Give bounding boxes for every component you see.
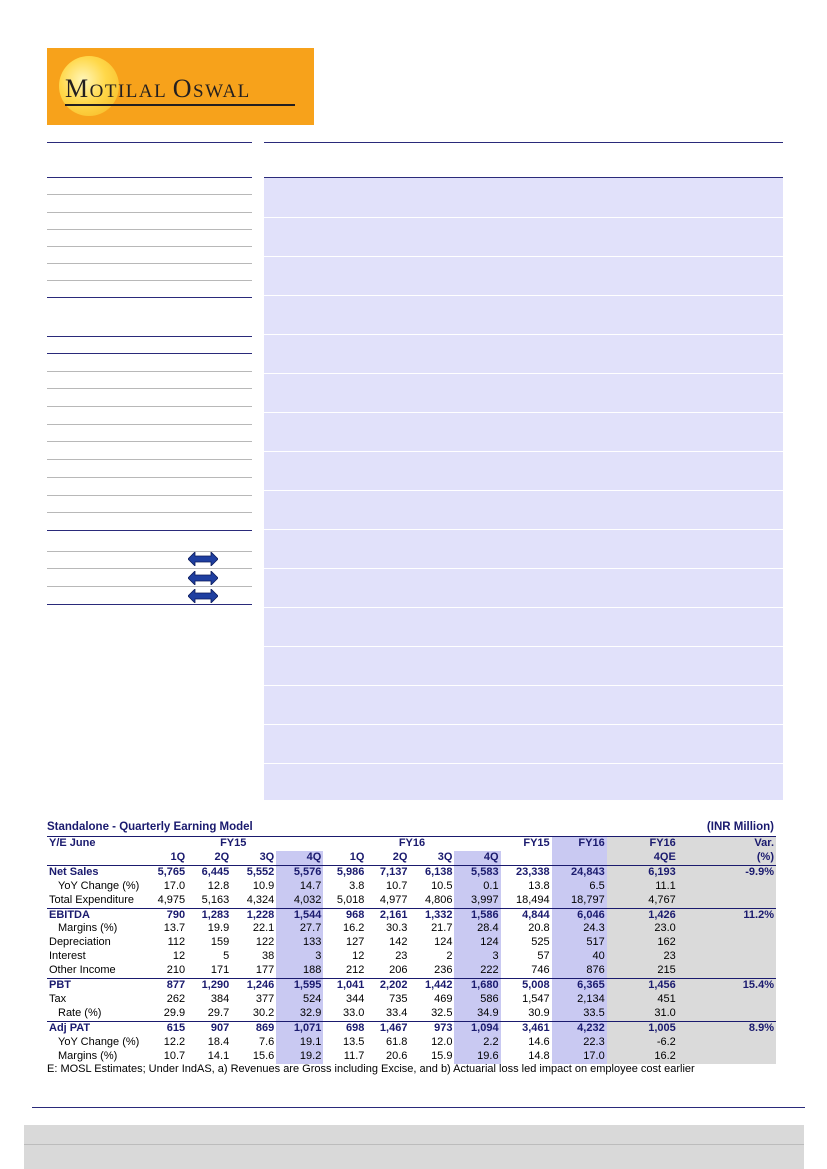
row-label: YoY Change (%) [58, 1035, 140, 1048]
table-cell: 171 [210, 964, 230, 977]
sidebar-rule [47, 530, 252, 531]
table-cell: 16.2 [607, 1050, 678, 1064]
table-cell: 19.1 [276, 1036, 323, 1050]
table-cell: 11.1 [607, 880, 678, 894]
table-cell: 15.6 [252, 1049, 275, 1062]
table-cell: 3 [454, 950, 500, 964]
table-cell: 23 [607, 950, 678, 964]
table-cell: 1,228 [231, 908, 276, 922]
header-fy16-quarter: FY16 [607, 837, 678, 851]
table-cell [678, 950, 776, 964]
logo-wordmark: MOTILAL OSWAL [65, 74, 251, 103]
table-cell: 1,586 [454, 908, 500, 922]
table-cell: 790 [143, 908, 187, 922]
header-4qe: 4QE [607, 851, 678, 865]
panel-divider [264, 685, 783, 686]
panel-divider [264, 451, 783, 452]
table-cell: 6,193 [607, 865, 678, 879]
table-row [47, 894, 776, 908]
table-cell: 23.0 [607, 922, 678, 936]
table-cell: 3 [276, 950, 323, 964]
table-cell: 162 [607, 936, 678, 950]
sidebar-rule [47, 477, 252, 478]
table-cell: 15.4% [678, 979, 776, 993]
table-cell: 1,290 [187, 979, 231, 993]
sidebar-rule [47, 424, 252, 425]
table-cell: 968 [323, 908, 366, 922]
header-label: Y/E June [47, 837, 143, 851]
table-title: Standalone - Quarterly Earning Model [47, 821, 253, 833]
table-cell: 746 [531, 964, 550, 977]
table-cell: 2 [446, 950, 453, 963]
table-cell: 5,765 [143, 865, 187, 879]
sidebar-rule [47, 568, 252, 569]
table-cell: 8.9% [678, 1021, 776, 1035]
panel-divider [264, 529, 783, 530]
table-row [47, 993, 776, 1007]
panel-divider [264, 334, 783, 335]
table-cell: 262 [166, 992, 186, 1005]
panel-divider [264, 490, 783, 491]
double-arrow-icon [188, 571, 218, 585]
table-cell: 16.2 [342, 922, 365, 935]
sidebar-rule [47, 495, 252, 496]
table-row [47, 936, 776, 950]
table-cell: 57 [537, 950, 550, 963]
sidebar-rule [47, 441, 252, 442]
table-cell: 5,008 [501, 979, 552, 993]
table-cell: 6,365 [552, 979, 607, 993]
table-cell: 22.3 [552, 1036, 607, 1050]
table-subheader-row [47, 851, 776, 865]
table-cell: 34.9 [454, 1007, 500, 1021]
table-row [47, 880, 776, 894]
sidebar-rule [47, 280, 252, 281]
table-cell: 13.8 [528, 879, 550, 892]
page-footer-divider [24, 1144, 804, 1145]
table-cell: 18,797 [552, 894, 607, 908]
panel-divider [264, 646, 783, 647]
table-cell: 38 [262, 950, 275, 963]
table-cell: 133 [276, 936, 323, 950]
table-cell: 127 [346, 936, 365, 949]
table-row [47, 1007, 776, 1021]
table-row [47, 1036, 776, 1050]
table-cell: 177 [255, 964, 275, 977]
table-cell: -6.2 [607, 1036, 678, 1050]
table-cell: 18,494 [515, 893, 550, 906]
quarter-header: 1Q [170, 850, 186, 863]
right-header-rule [264, 142, 783, 143]
table-cell: 869 [231, 1021, 276, 1035]
double-arrow-icon [188, 589, 218, 603]
table-cell: 4,032 [276, 894, 323, 908]
table-cell: 2,134 [552, 993, 607, 1007]
table-cell: 5,583 [454, 865, 500, 879]
table-cell: 11.7 [343, 1049, 365, 1062]
sidebar-rule [47, 177, 252, 178]
table-row [47, 865, 776, 879]
table-cell: 5 [223, 950, 230, 963]
table-cell: 10.7 [163, 1049, 186, 1062]
table-cell: 12.0 [431, 1035, 453, 1048]
table-cell: 6.5 [552, 880, 607, 894]
row-label: Margins (%) [58, 922, 118, 935]
table-row [47, 1050, 776, 1064]
table-cell: 907 [187, 1021, 231, 1035]
table-cell: 10.9 [252, 879, 275, 892]
table-cell: 877 [143, 979, 187, 993]
header-fy16-group: FY16 [323, 837, 500, 851]
table-cell: 1,005 [607, 1021, 678, 1035]
table-title-bar [47, 821, 774, 833]
table-footnote: E: MOSL Estimates; Under IndAS, a) Revenues are Gross including Excise, and b) Actuarial loss led impact on employee cost earlier [47, 1063, 695, 1075]
table-cell: 23,338 [501, 865, 552, 879]
table-cell: 4,232 [552, 1021, 607, 1035]
table-cell: 2,161 [366, 908, 409, 922]
table-cell: 517 [552, 936, 607, 950]
table-cell: 12.8 [207, 879, 230, 892]
sidebar-rule [47, 297, 252, 298]
table-cell: 29.9 [163, 1006, 186, 1019]
sidebar-rule [47, 388, 252, 389]
quarter-header: 3Q [259, 850, 275, 863]
table-cell: 32.5 [431, 1006, 453, 1019]
quarter-header: 1Q [349, 850, 365, 863]
table-cell: 222 [454, 964, 500, 978]
table-cell: 32.9 [276, 1007, 323, 1021]
table-cell: 10.5 [431, 879, 453, 892]
table-cell: 17.0 [163, 879, 186, 892]
page-footer-box [24, 1125, 804, 1169]
row-label: PBT [47, 979, 143, 993]
table-cell: 377 [255, 992, 275, 1005]
row-label: Total Expenditure [49, 893, 134, 906]
header-fy15: FY15 [501, 837, 552, 851]
table-cell: 5,163 [201, 893, 230, 906]
table-cell [678, 1036, 776, 1050]
table-cell: 4,806 [424, 893, 453, 906]
table-cell: 112 [167, 936, 186, 949]
table-cell: 3,461 [501, 1021, 552, 1035]
table-cell: 1,246 [231, 979, 276, 993]
row-label: YoY Change (%) [58, 879, 140, 892]
panel-divider [264, 724, 783, 725]
table-cell: 13.7 [163, 922, 186, 935]
table-cell: 30.9 [528, 1006, 550, 1019]
table-cell: 1,094 [454, 1021, 500, 1035]
table-cell: 735 [389, 992, 408, 1005]
header-pct: (%) [678, 851, 776, 865]
panel-top-rule [264, 177, 783, 178]
table-cell: 12 [352, 950, 365, 963]
table-row [47, 922, 776, 936]
panel-divider [264, 373, 783, 374]
quarter-header: 2Q [214, 850, 230, 863]
table-cell [678, 880, 776, 894]
quarter-header: 2Q [392, 850, 408, 863]
table-row [47, 964, 776, 978]
table-cell: 212 [346, 964, 365, 977]
table-cell: 28.4 [454, 922, 500, 936]
panel-divider [264, 607, 783, 608]
table-cell: 22.1 [252, 922, 275, 935]
table-cell: 469 [434, 992, 453, 1005]
sidebar-rule [47, 371, 252, 372]
table-cell: 3,997 [454, 894, 500, 908]
table-cell: 1,595 [276, 979, 323, 993]
left-header-rule [47, 142, 252, 143]
table-cell: 525 [531, 936, 550, 949]
table-row [47, 908, 776, 922]
table-cell: 142 [389, 936, 408, 949]
table-cell: 14.6 [528, 1035, 550, 1048]
table-cell: 17.0 [552, 1050, 607, 1064]
sidebar-rule [47, 336, 252, 337]
table-cell: 1,456 [607, 979, 678, 993]
table-cell: 7.6 [258, 1035, 275, 1048]
table-cell: 15.9 [431, 1049, 453, 1062]
table-cell: 215 [607, 964, 678, 978]
table-cell: 29.7 [207, 1006, 230, 1019]
summary-panel [264, 178, 783, 800]
table-cell: 1,442 [409, 979, 454, 993]
table-cell: 876 [552, 964, 607, 978]
sidebar-rule [47, 353, 252, 354]
table-cell: 5,576 [276, 865, 323, 879]
table-cell: 2,202 [366, 979, 409, 993]
table-cell: 159 [210, 936, 230, 949]
row-label: EBITDA [47, 908, 143, 922]
table-cell: 6,138 [409, 865, 454, 879]
table-cell: 6,046 [552, 908, 607, 922]
table-unit: (INR Million) [706, 821, 774, 833]
table-cell: 124 [454, 936, 500, 950]
header-fy16: FY16 [552, 837, 607, 851]
table-cell: 21.7 [431, 922, 453, 935]
table-cell: 124 [434, 936, 453, 949]
table-cell: 4,767 [607, 894, 678, 908]
table-cell: 20.6 [386, 1049, 408, 1062]
table-cell: 18.4 [207, 1035, 230, 1048]
table-cell: 1,332 [409, 908, 454, 922]
page-bottom-rule [32, 1107, 805, 1108]
table-cell: 19.2 [276, 1050, 323, 1064]
header-fy15-group: FY15 [143, 837, 323, 851]
double-arrow-icon [188, 552, 218, 566]
table-cell [678, 964, 776, 978]
table-cell: 11.2% [678, 908, 776, 922]
table-cell: 61.8 [386, 1035, 408, 1048]
quarter-header: 4Q [454, 851, 500, 865]
sidebar-rule [47, 212, 252, 213]
table-cell: 23 [395, 950, 408, 963]
row-label: Rate (%) [58, 1006, 102, 1019]
table-cell: 19.6 [454, 1050, 500, 1064]
row-label: Interest [49, 950, 86, 963]
sidebar-rule [47, 551, 252, 552]
table-cell: 524 [276, 993, 323, 1007]
table-cell: 5,986 [323, 865, 366, 879]
table-row [47, 950, 776, 964]
table-cell: 12 [172, 950, 186, 963]
sidebar-rule [47, 406, 252, 407]
panel-divider [264, 568, 783, 569]
row-label: Adj PAT [47, 1021, 143, 1035]
table-cell: 1,544 [276, 908, 323, 922]
panel-divider [264, 412, 783, 413]
table-cell: 24.3 [552, 922, 607, 936]
table-row [47, 1021, 776, 1035]
sidebar-rule [47, 604, 252, 605]
sidebar-rule [47, 194, 252, 195]
table-cell: 4,844 [501, 908, 552, 922]
panel-divider [264, 295, 783, 296]
table-cell: 615 [143, 1021, 187, 1035]
panel-divider [264, 256, 783, 257]
table-cell: 24,843 [552, 865, 607, 879]
table-cell: 19.9 [207, 922, 230, 935]
table-cell [678, 1050, 776, 1064]
table-cell [678, 936, 776, 950]
table-cell: 973 [409, 1021, 454, 1035]
logo-underline [65, 104, 295, 106]
table-cell: 33.4 [386, 1006, 408, 1019]
table-cell: 7,137 [366, 865, 409, 879]
table-cell: 2.2 [454, 1036, 500, 1050]
table-cell: 451 [607, 993, 678, 1007]
table-cell: 586 [454, 993, 500, 1007]
table-cell [678, 894, 776, 908]
quarterly-earning-table [47, 836, 776, 1064]
table-cell: 10.7 [386, 879, 408, 892]
sidebar-rule [47, 246, 252, 247]
table-body [47, 865, 776, 1063]
table-cell [678, 1007, 776, 1021]
panel-divider [264, 763, 783, 764]
header-var: Var. [678, 837, 776, 851]
table-cell: 1,041 [323, 979, 366, 993]
table-cell: 122 [255, 936, 275, 949]
table-cell: 40 [552, 950, 607, 964]
quarter-header: 3Q [437, 850, 453, 863]
table-cell: 5,018 [336, 893, 365, 906]
table-cell: 4,977 [379, 893, 408, 906]
table-cell: 206 [389, 964, 408, 977]
table-cell: 698 [323, 1021, 366, 1035]
table-cell: 210 [166, 964, 186, 977]
sidebar-rule [47, 263, 252, 264]
table-cell: 12.2 [163, 1035, 186, 1048]
table-cell: 384 [210, 992, 230, 1005]
table-cell: 0.1 [454, 880, 500, 894]
table-cell: 1,680 [454, 979, 500, 993]
table-cell: 13.5 [342, 1035, 365, 1048]
table-cell: 31.0 [607, 1007, 678, 1021]
row-label: Depreciation [49, 936, 111, 949]
table-cell: 3.8 [349, 879, 365, 892]
table-cell: 4,975 [157, 893, 186, 906]
row-label: Net Sales [47, 865, 143, 879]
table-cell: 33.0 [342, 1006, 365, 1019]
table-cell: 33.5 [552, 1007, 607, 1021]
sidebar-rule [47, 229, 252, 230]
table-cell: 27.7 [276, 922, 323, 936]
table-cell: 1,283 [187, 908, 231, 922]
table-row [47, 979, 776, 993]
table-header-row [47, 837, 776, 851]
table-cell: 1,426 [607, 908, 678, 922]
sidebar-rule [47, 586, 252, 587]
table-cell: 5,552 [231, 865, 276, 879]
table-cell: 188 [276, 964, 323, 978]
table-cell: 1,467 [366, 1021, 409, 1035]
row-label: Tax [49, 992, 67, 1005]
table-cell: 14.7 [276, 880, 323, 894]
table-cell: 30.3 [386, 922, 408, 935]
table-cell: 1,071 [276, 1021, 323, 1035]
table-cell [678, 922, 776, 936]
table-cell: 14.1 [207, 1049, 230, 1062]
table-cell: 14.8 [528, 1049, 550, 1062]
table-cell: 6,445 [187, 865, 231, 879]
table-cell: -9.9% [678, 865, 776, 879]
table-cell: 30.2 [252, 1006, 275, 1019]
table-cell: 344 [346, 992, 365, 1005]
table-cell: 1,547 [522, 992, 550, 1005]
row-label: Margins (%) [58, 1049, 118, 1062]
quarter-header: 4Q [276, 851, 323, 865]
table-cell [678, 993, 776, 1007]
table-cell: 20.8 [528, 922, 550, 935]
table-cell: 4,324 [246, 893, 275, 906]
panel-divider [264, 217, 783, 218]
sidebar-rule [47, 459, 252, 460]
sidebar-rule [47, 512, 252, 513]
table-cell: 236 [434, 964, 453, 977]
brand-logo [47, 48, 314, 125]
row-label: Other Income [49, 964, 116, 977]
